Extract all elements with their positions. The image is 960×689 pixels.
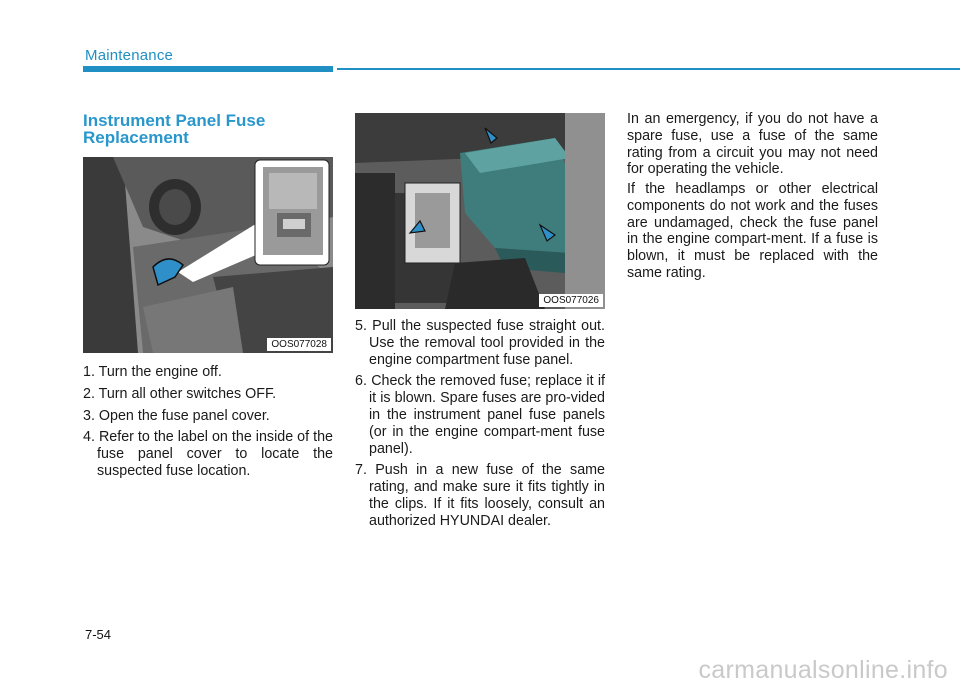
step-5: 5. Pull the suspected fuse straight out. Use the removal tool provided in the engine compartment fuse panel. (355, 318, 605, 368)
steps-column-2 (355, 318, 605, 535)
step-3: 3. Open the fuse panel cover. (83, 407, 270, 424)
step-6: 6. Check the removed fuse; replace it if it is blown. Spare fuses are pro-vided in the instrument panel fuse panels (or in the engine compart-ment fuse panel). (355, 373, 605, 457)
figure-instrument-panel (83, 157, 333, 353)
figure-caption: OOS077028 (267, 338, 331, 351)
step-4: 4. Refer to the label on the inside of the fuse panel cover to locate the suspected fuse location. (83, 429, 333, 479)
instrument-panel-photo (83, 157, 333, 353)
steps-column-1 (83, 364, 333, 485)
step-7: 7. Push in a new fuse of the same rating, and make sure it fits tightly in the clips. If it fits loosely, consult an authorized HYUNDAI dealer. (355, 462, 605, 529)
step-1: 1. Turn the engine off. (83, 364, 222, 380)
header-rule-thick (83, 66, 333, 72)
page-number: 7-54 (85, 627, 112, 642)
engine-compartment-photo (355, 113, 605, 309)
step-2: 2. Turn all other switches OFF. (83, 385, 277, 402)
figure-engine-compartment (355, 113, 605, 309)
figure-caption: OOS077026 (539, 294, 603, 307)
emergency-paragraph: In an emergency, if you do not have a spare fuse, use a fuse of the same rating from a circuit you may not need for operating the vehicle. (627, 111, 878, 178)
header-rule-thin (337, 68, 960, 70)
headlamp-paragraph: If the headlamps or other electrical components do not work and the fuses are undamaged, check the fuse panel in the engine compart-ment. If a fuse is blown, it must be replaced with the same rating. (627, 181, 878, 281)
running-header: Maintenance (85, 47, 174, 64)
section-title: Instrument Panel Fuse Replacement (83, 111, 266, 147)
watermark: carmanualsonline.info (698, 656, 948, 684)
